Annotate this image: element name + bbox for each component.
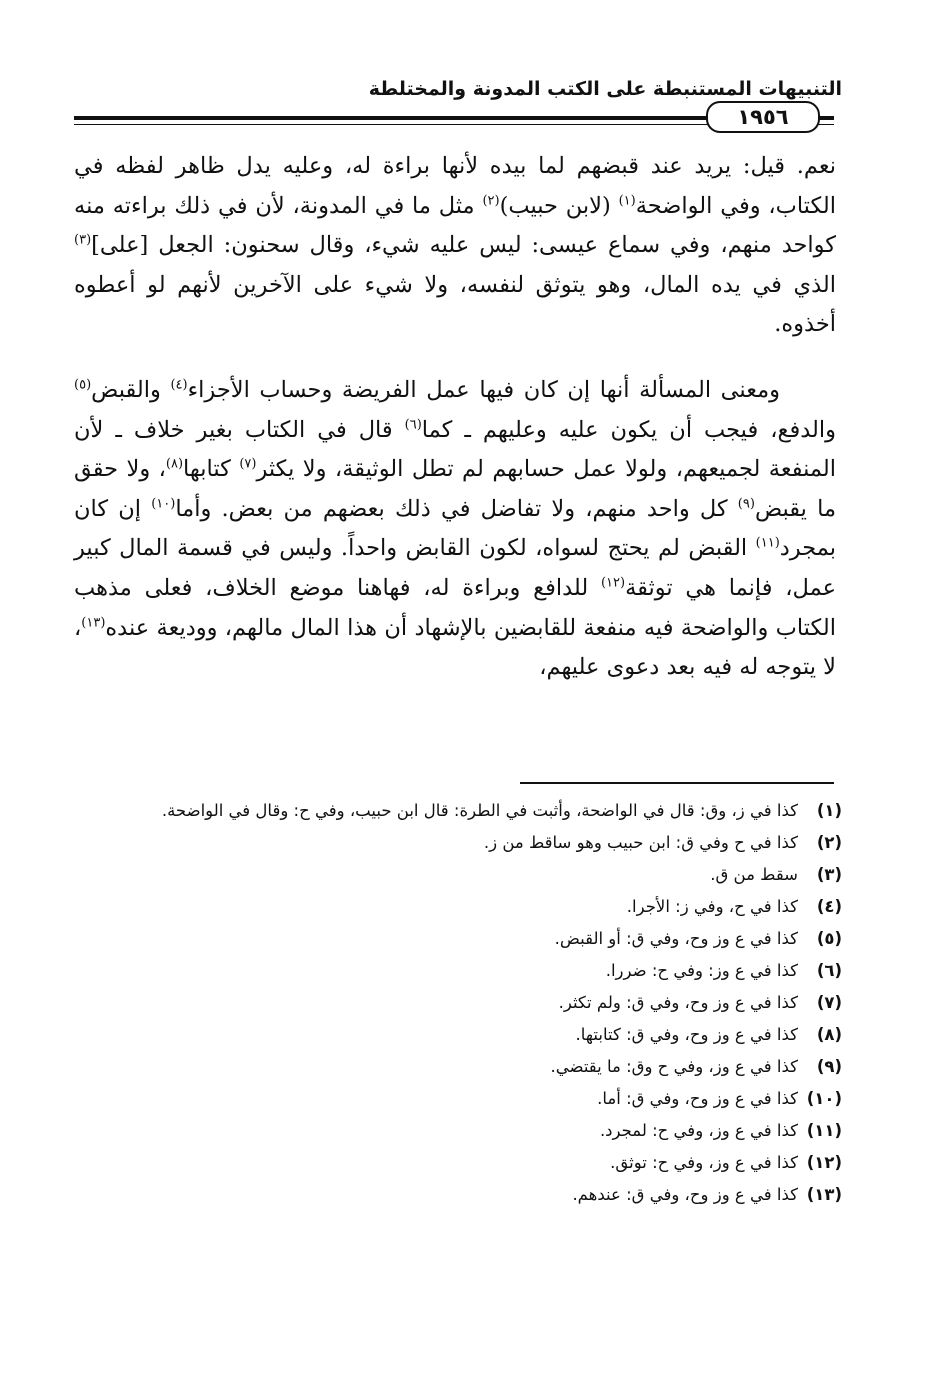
footnote-text: كذا في ح وفي ق: ابن حبيب وهو ساقط من ز. (483, 833, 798, 852)
text-run: مثل ما في المدونة، لأن في ذلك براءته منه كواحد منهم، وفي سماع عيسى: ليس عليه شيء، وقال سحنون: الجعل [على] (74, 192, 836, 259)
footnote-number: (١١) (806, 1121, 842, 1140)
footnote-item (74, 1083, 842, 1115)
footnote-text: كذا في ع وز، وفي ح: لمجرد. (599, 1121, 798, 1140)
footnote-marker: (٧) (239, 456, 257, 472)
text-run: ومعنى المسألة أنها إن كان فيها عمل الفريضة وحساب الأجزاء (187, 376, 780, 403)
footnote-item (74, 1051, 842, 1083)
footnote-number: (٥) (816, 929, 842, 948)
footnote-number: (٦) (816, 961, 842, 980)
footnote-marker: (٩) (737, 496, 755, 512)
text-run: الذي في يده المال، وهو يتوثق لنفسه، ولا شيء على الآخرين لأنهم لو أعطوه أخذوه. (74, 271, 836, 338)
footnote-number: (٧) (816, 993, 842, 1012)
footnote-text: كذا في ع وز وح، وفي ق: ولم تكثر. (558, 993, 798, 1012)
text-run: ، لا يتوجه له فيه بعد دعوى عليهم، (74, 614, 836, 681)
footnote-item (74, 891, 842, 923)
footnote-marker: (٨) (165, 456, 184, 472)
footnote-marker: (١١) (755, 535, 780, 551)
text-run: قال في الكتاب بغير خلاف ـ لأن المنفعة لجميعهم، ولولا عمل حسابهم لم تطل الوثيقة، ولا يكثر (74, 416, 836, 483)
footnote-item (74, 1019, 842, 1051)
footnote-marker: (٤) (170, 377, 188, 393)
footnote-item (74, 955, 842, 987)
footnote-item (74, 1147, 842, 1179)
footnote-text: كذا في ع وز وح، وفي ق: عندهم. (572, 1185, 798, 1204)
footnote-text: كذا في ع وز وح، وفي ق: أما. (597, 1089, 798, 1108)
footnotes-list (74, 795, 842, 1211)
footnote-number: (١٠) (806, 1089, 842, 1108)
footnote-number: (١) (816, 801, 842, 820)
page-number: ١٩٥٦ (706, 101, 820, 133)
footnote-marker: (١٠) (151, 496, 176, 512)
footnote-marker: (١) (618, 193, 636, 209)
text-run: إن كان بمجرد (74, 495, 836, 562)
footnote-number: (٢) (816, 833, 842, 852)
footnote-number: (١٣) (806, 1185, 842, 1204)
text-run: والدفع، فيجب أن يكون عليه وعليهم ـ كما (421, 416, 836, 443)
footnote-marker: (٣) (74, 232, 92, 248)
footnote-marker: (٥) (74, 377, 92, 393)
footnote-marker: (٦) (404, 417, 422, 433)
footnote-separator (520, 782, 834, 784)
footnote-item (74, 923, 842, 955)
footnote-number: (٩) (816, 1057, 842, 1076)
footnote-text: كذا في ز، وق: قال في الواضحة، وأثبت في الطرة: قال ابن حبيب، وفي ح: وقال في الواضحة. (161, 801, 798, 820)
footnote-item (74, 1115, 842, 1147)
footnote-number: (٤) (816, 897, 842, 916)
text-run: ، ولا حقق ما يقبض (74, 456, 837, 522)
text-run: كل واحد منهم، ولا تفاضل في ذلك بعضهم من بعض. وأما (175, 495, 738, 522)
footnote-number: (٨) (816, 1025, 842, 1044)
text-run: والقبض (91, 376, 171, 403)
footnote-item (74, 987, 842, 1019)
text-run: القبض لم يحتج لسواه، لكون القابض واحداً. وليس في قسمة المال كبير عمل، فإنما هي توثقة (74, 535, 837, 601)
body-paragraph (74, 371, 836, 688)
footnote-text: كذا في ع وز وح، وفي ق: كتابتها. (575, 1025, 798, 1044)
footnote-item (74, 1179, 842, 1211)
text-run: كتابها (183, 456, 240, 483)
footnote-item (74, 859, 842, 891)
footnote-number: (٣) (816, 865, 842, 884)
footnote-text: كذا في ع وز وح، وفي ق: أو القبض. (554, 929, 798, 948)
footnote-text: سقط من ق. (710, 865, 798, 884)
footnote-marker: (١٣) (81, 615, 106, 631)
footnote-item (74, 795, 842, 827)
footnote-number: (١٢) (806, 1153, 842, 1172)
footnote-text: كذا في ح، وفي ز: الأجرا. (626, 897, 798, 916)
footnote-text: كذا في ع وز، وفي ح وق: ما يقتضي. (550, 1057, 798, 1076)
footnote-text: كذا في ع وز: وفي ح: ضررا. (605, 961, 798, 980)
body-paragraph (74, 147, 836, 345)
text-run: للدافع وبراءة له، فهاهنا موضع الخلاف، فعلى مذهب الكتاب والواضحة فيه منفعة للقابضين بالإشهاد أن هذا المال مالهم، ووديعة عنده (74, 574, 836, 641)
running-header-title: التنبيهات المستنبطة على الكتب المدونة والمختلطة (368, 78, 842, 100)
main-text (74, 147, 836, 688)
footnote-marker: (٢) (482, 193, 500, 209)
text-run: (لابن حبيب) (499, 192, 619, 219)
footnote-item (74, 827, 842, 859)
footnote-text: كذا في ع وز، وفي ح: توثق. (610, 1153, 798, 1172)
footnote-marker: (١٢) (600, 575, 626, 591)
text-run: نعم. قيل: يريد عند قبضهم لما بيده لأنها براءة له، وعليه يدل ظاهر لفظه في الكتاب، وفي الواضحة (74, 153, 836, 219)
